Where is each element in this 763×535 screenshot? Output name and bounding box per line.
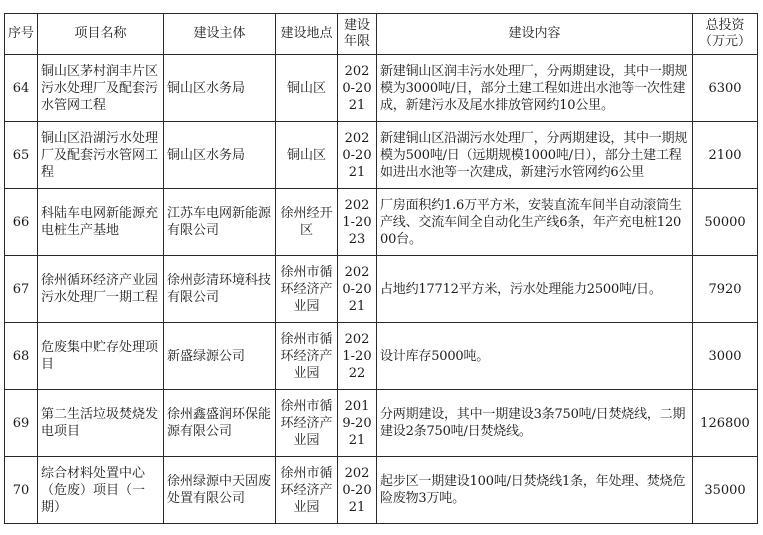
cell-no: 68: [5, 323, 38, 390]
cell-no: 69: [5, 390, 38, 457]
table-row: [5, 390, 758, 457]
cell-place: 徐州市循环经济产业园: [276, 256, 338, 323]
cell-owner: 江苏车电网新能源有限公司: [164, 189, 276, 256]
cell-invest: 126800: [693, 390, 758, 457]
cell-invest: 3000: [693, 323, 758, 390]
cell-period: 2021-2023: [338, 189, 377, 256]
header-period: 建设年限: [338, 14, 377, 55]
cell-content: 设计库存5000吨。: [377, 323, 693, 390]
cell-no: 67: [5, 256, 38, 323]
cell-name: 徐州循环经济产业园污水处理厂一期工程: [38, 256, 164, 323]
cell-name: 危废集中贮存处理项目: [38, 323, 164, 390]
table-row: [5, 189, 758, 256]
cell-period: 2019-2021: [338, 390, 377, 457]
table-row: [5, 122, 758, 189]
header-row: [5, 14, 758, 55]
header-no: 序号: [5, 14, 38, 55]
cell-name: 综合材料处置中心（危废）项目（一期）: [38, 457, 164, 524]
cell-owner: 铜山区水务局: [164, 55, 276, 122]
cell-owner: 徐州鑫盛润环保能源有限公司: [164, 390, 276, 457]
cell-name: 铜山区沿湖污水处理厂及配套污水管网工程: [38, 122, 164, 189]
cell-no: 65: [5, 122, 38, 189]
cell-place: 徐州市循环经济产业园: [276, 390, 338, 457]
cell-content: 起步区一期建设100吨/日焚烧线1条，年处理、焚烧危险废物3万吨。: [377, 457, 693, 524]
cell-place: 徐州市循环经济产业园: [276, 457, 338, 524]
cell-invest: 35000: [693, 457, 758, 524]
cell-place: 铜山区: [276, 122, 338, 189]
cell-place: 徐州市循环经济产业园: [276, 323, 338, 390]
cell-content: 新建铜山区沿湖污水处理厂，分两期建设，其中一期规模为500吨/日（远期规模1000吨/日），部分土建工程如进出水池等一次建成，新建污水管网约6公里: [377, 122, 693, 189]
cell-name: 第二生活垃圾焚烧发电项目: [38, 390, 164, 457]
table-body: [5, 55, 758, 524]
header-name: 项目名称: [38, 14, 164, 55]
cell-period: 2020-2021: [338, 55, 377, 122]
cell-content: 厂房面积约1.6万平方米，安装直流车间半自动滚筒生产线、交流车间全自动化生产线6条，年产充电桩12000台。: [377, 189, 693, 256]
cell-place: 铜山区: [276, 55, 338, 122]
cell-no: 70: [5, 457, 38, 524]
project-table-sheet: [4, 13, 757, 524]
cell-name: 科陆车电网新能源充电桩生产基地: [38, 189, 164, 256]
cell-no: 64: [5, 55, 38, 122]
cell-content: 分两期建设，其中一期建设3条750吨/日焚烧线，二期建设2条750吨/日焚烧线。: [377, 390, 693, 457]
cell-owner: 徐州彭清环境科技有限公司: [164, 256, 276, 323]
cell-invest: 6300: [693, 55, 758, 122]
project-table: [4, 13, 758, 524]
cell-owner: 铜山区水务局: [164, 122, 276, 189]
cell-content: 占地约17712平方米，污水处理能力2500吨/日。: [377, 256, 693, 323]
cell-owner: 徐州绿源中天固废处置有限公司: [164, 457, 276, 524]
header-place: 建设地点: [276, 14, 338, 55]
cell-period: 2021-2022: [338, 323, 377, 390]
cell-place: 徐州经开区: [276, 189, 338, 256]
cell-invest: 7920: [693, 256, 758, 323]
table-row: [5, 55, 758, 122]
cell-no: 66: [5, 189, 38, 256]
cell-name: 铜山区茅村润丰片区污水处理厂及配套污水管网工程: [38, 55, 164, 122]
header-invest: 总投资（万元）: [693, 14, 758, 55]
cell-period: 2020-2021: [338, 256, 377, 323]
cell-content: 新建铜山区润丰污水处理厂，分两期建设，其中一期规模为3000吨/日，部分土建工程如进出水池等一次性建成，新建污水及尾水排放管网约10公里。: [377, 55, 693, 122]
cell-invest: 2100: [693, 122, 758, 189]
cell-period: 2020-2021: [338, 122, 377, 189]
cell-invest: 50000: [693, 189, 758, 256]
table-row: [5, 256, 758, 323]
cell-period: 2020-2021: [338, 457, 377, 524]
header-content: 建设内容: [377, 14, 693, 55]
header-owner: 建设主体: [164, 14, 276, 55]
table-row: [5, 323, 758, 390]
cell-owner: 新盛绿源公司: [164, 323, 276, 390]
table-row: [5, 457, 758, 524]
table-header: [5, 14, 758, 55]
